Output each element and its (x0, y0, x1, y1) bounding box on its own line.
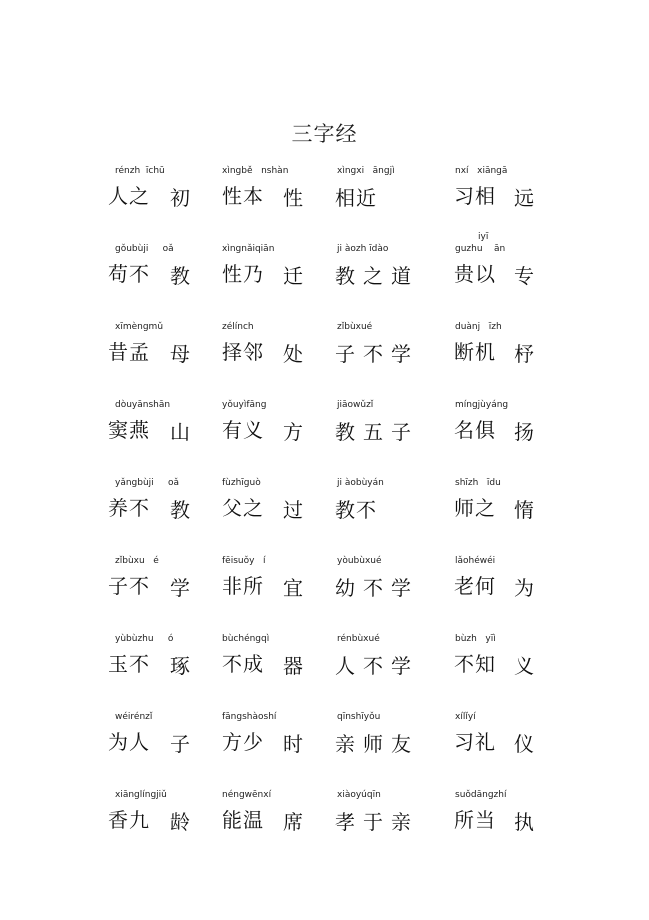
verse-line (0, 790, 649, 850)
hanzi-text: 扬 (514, 420, 535, 444)
pinyin-text: yòubùxué (337, 556, 382, 566)
hanzi-text: 教五子 (335, 420, 419, 444)
hanzi-text: 为人 (108, 730, 150, 754)
pinyin-text: shīzh īdu (455, 478, 501, 488)
hanzi-text: 性本 (222, 184, 264, 208)
verse-line (0, 166, 649, 226)
page-title: 三字经 (291, 122, 358, 146)
hanzi-text: 迁 (283, 264, 304, 288)
hanzi-text: 义 (514, 654, 535, 678)
pinyin-text: rénzh īchū (115, 166, 165, 176)
hanzi-text: 断机 (454, 340, 496, 364)
hanzi-text: 相近 (335, 186, 377, 210)
hanzi-text: 山 (170, 420, 191, 444)
pinyin-text: xiānglíngjiǔ (115, 790, 167, 800)
pinyin-text: fùzhīguò (222, 478, 261, 488)
hanzi-text: 子 (170, 732, 191, 756)
hanzi-text: 学 (170, 576, 191, 600)
hanzi-text: 择邻 (222, 340, 264, 364)
pinyin-text: xìngxi āngjì (337, 166, 395, 176)
hanzi-text: 有义 (222, 418, 264, 442)
pinyin-text: yùbùzhu ó (115, 634, 174, 644)
pinyin-text: bùzh yīì (455, 634, 496, 644)
pinyin-text: xílǐyí (455, 712, 476, 722)
pinyin-text: xiàoyúqīn (337, 790, 381, 800)
hanzi-text: 人不学 (335, 654, 419, 678)
verse-line (0, 634, 649, 694)
pinyin-text: zǐbùxu é (115, 556, 159, 566)
hanzi-text: 龄 (170, 810, 191, 834)
hanzi-text: 教不 (335, 498, 377, 522)
pinyin-text: lǎohéwéi (455, 556, 496, 566)
hanzi-text: 玉不 (108, 652, 150, 676)
pinyin-text: ji àozh īdào (337, 244, 389, 254)
pinyin-text-upper: iyī (478, 232, 489, 242)
hanzi-text: 能温 (222, 808, 264, 832)
hanzi-text: 时 (283, 732, 304, 756)
hanzi-text: 苟不 (108, 262, 150, 286)
pinyin-text: xìngnǎiqiān (222, 244, 275, 254)
hanzi-text: 名俱 (454, 418, 496, 442)
verse-line (0, 478, 649, 538)
pinyin-text: fēisuǒy í (222, 556, 266, 566)
hanzi-text: 习相 (454, 184, 496, 208)
hanzi-text: 席 (283, 810, 304, 834)
hanzi-text: 不知 (454, 652, 496, 676)
hanzi-text: 仪 (514, 732, 535, 756)
hanzi-text: 为 (514, 576, 535, 600)
pinyin-text: zǐbùxué (337, 322, 373, 332)
pinyin-text: wéirénzǐ (115, 712, 153, 722)
verse-line (0, 322, 649, 382)
pinyin-text: bùchéngqì (222, 634, 270, 644)
hanzi-text: 非所 (222, 574, 264, 598)
verse-line (0, 400, 649, 460)
pinyin-text: dòuyānshān (115, 400, 171, 410)
hanzi-text: 孝于亲 (335, 810, 419, 834)
hanzi-text: 宜 (283, 576, 304, 600)
hanzi-text: 过 (283, 498, 304, 522)
pinyin-text: xīmèngmǔ (115, 322, 164, 332)
hanzi-text: 远 (514, 186, 535, 210)
hanzi-text: 专 (514, 264, 535, 288)
hanzi-text: 器 (283, 654, 304, 678)
hanzi-text: 老何 (454, 574, 496, 598)
hanzi-text: 子不学 (335, 342, 419, 366)
verse-line (0, 712, 649, 772)
hanzi-text: 教之道 (335, 264, 419, 288)
hanzi-text: 教 (170, 498, 191, 522)
pinyin-text: gǒubùji oǎ (115, 244, 174, 254)
hanzi-text: 养不 (108, 496, 150, 520)
verse-line (0, 232, 649, 304)
hanzi-text: 习礼 (454, 730, 496, 754)
hanzi-text: 母 (170, 342, 191, 366)
hanzi-text: 亲师友 (335, 732, 419, 756)
hanzi-text: 师之 (454, 496, 496, 520)
pinyin-text: jiāowǔzǐ (337, 400, 374, 410)
pinyin-text: suǒdāngzhí (455, 790, 507, 800)
hanzi-text: 处 (283, 342, 304, 366)
hanzi-text: 性乃 (222, 262, 264, 286)
hanzi-text: 教 (170, 264, 191, 288)
hanzi-text: 人之 (108, 184, 150, 208)
hanzi-text: 执 (514, 810, 535, 834)
hanzi-text: 昔孟 (108, 340, 150, 364)
pinyin-text: duànj īzh (455, 322, 502, 332)
pinyin-text: nxí xiāngā (455, 166, 508, 176)
hanzi-text: 父之 (222, 496, 264, 520)
pinyin-text: guzhu ān (455, 244, 506, 254)
hanzi-text: 不成 (222, 652, 264, 676)
hanzi-text: 贵以 (454, 262, 496, 286)
pinyin-text: ji àobùyán (337, 478, 384, 488)
hanzi-text: 窦燕 (108, 418, 150, 442)
pinyin-text: fāngshàoshí (222, 712, 277, 722)
pinyin-text: rénbùxué (337, 634, 380, 644)
pinyin-text: zélínch (222, 322, 254, 332)
pinyin-text: qīnshīyǒu (337, 712, 381, 722)
hanzi-text: 方 (283, 420, 304, 444)
pinyin-text: xìngbě nshàn (222, 166, 289, 176)
hanzi-text: 琢 (170, 654, 191, 678)
pinyin-text: néngwēnxí (222, 790, 272, 800)
hanzi-text: 性 (283, 186, 304, 210)
hanzi-text: 方少 (222, 730, 264, 754)
hanzi-text: 子不 (108, 574, 150, 598)
hanzi-text: 所当 (454, 808, 496, 832)
hanzi-text: 幼不学 (335, 576, 419, 600)
verse-line (0, 556, 649, 616)
hanzi-text: 初 (170, 186, 191, 210)
pinyin-text: yǎngbùji oǎ (115, 478, 180, 488)
pinyin-text: míngjùyáng (455, 400, 509, 410)
pinyin-text: yǒuyìfāng (222, 400, 267, 410)
hanzi-text: 惰 (514, 498, 535, 522)
hanzi-text: 香九 (108, 808, 150, 832)
hanzi-text: 杼 (514, 342, 535, 366)
